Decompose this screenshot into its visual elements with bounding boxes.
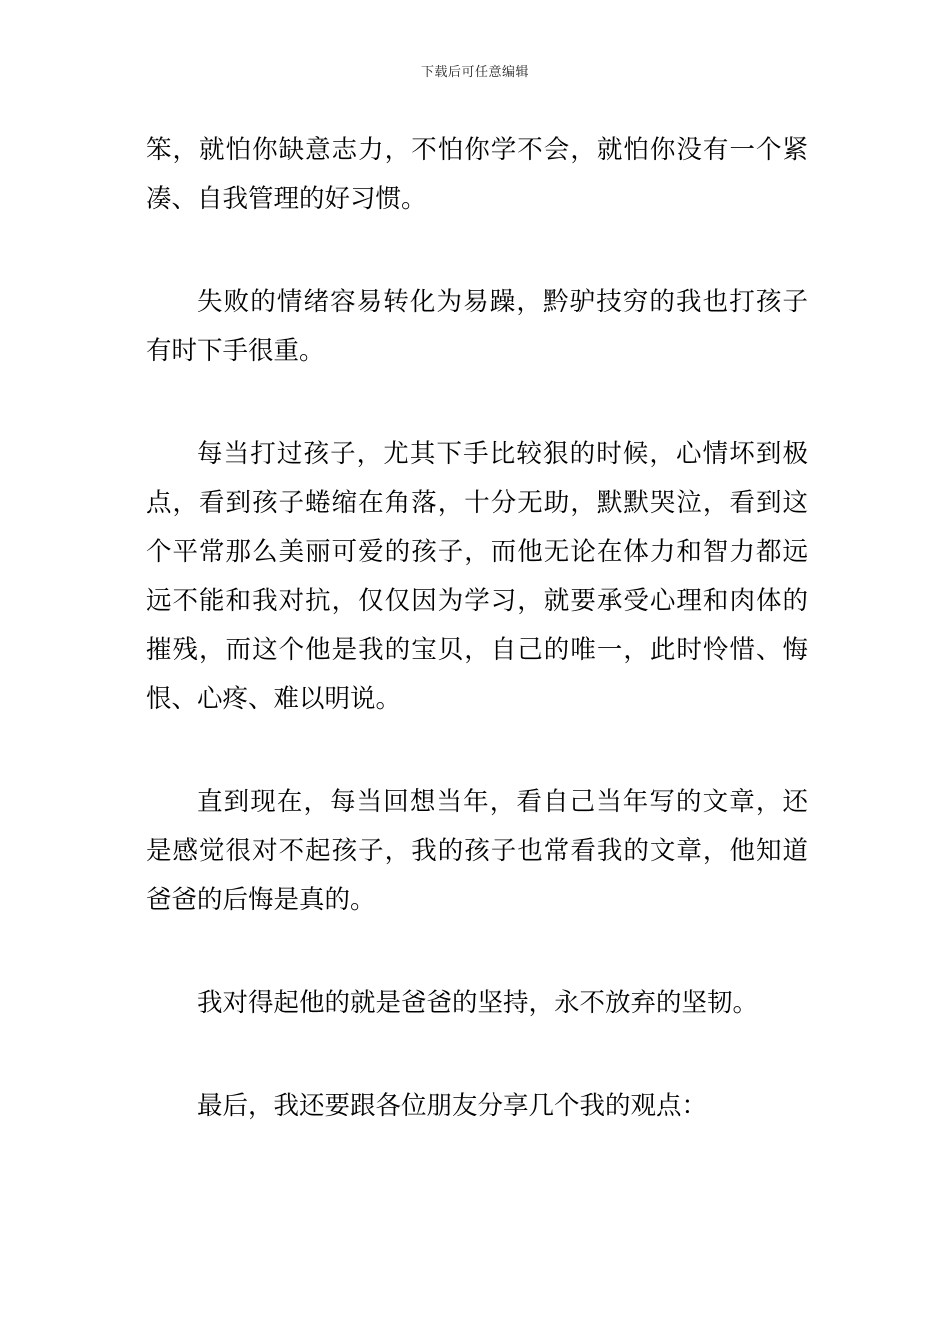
paragraph-3: 每当打过孩子，尤其下手比较狠的时候，心情坏到极点，看到孩子蜷缩在角落，十分无助，默默哭泣，看到这个平常那么美丽可爱的孩子，而他无论在体力和智力都远远不能和我对抗，仅仅因为学习，就要承受心理和肉体的摧残，而这个他是我的宝贝，自己的唯一，此时怜惜、悔恨、心疼、难以明说。 xyxy=(146,439,808,714)
page-header: 下载后可任意编辑 xyxy=(420,65,529,80)
paragraph-5: 我对得起他的就是爸爸的坚持，永不放弃的坚韧。 xyxy=(197,988,759,1018)
paragraph-2: 失败的情绪容易转化为易躁，黔驴技穷的我也打孩子有时下手很重。 xyxy=(146,287,808,366)
paragraph-6: 最后，我还要跟各位朋友分享几个我的观点： xyxy=(197,1091,708,1121)
document-body xyxy=(146,126,808,1185)
paragraph-1: 笨，就怕你缺意志力，不怕你学不会，就怕你没有一个紧凑、自我管理的好习惯。 xyxy=(146,135,808,214)
paragraph-4: 直到现在，每当回想当年，看自己当年写的文章，还是感觉很对不起孩子，我的孩子也常看我的文章，他知道爸爸的后悔是真的。 xyxy=(146,787,808,915)
